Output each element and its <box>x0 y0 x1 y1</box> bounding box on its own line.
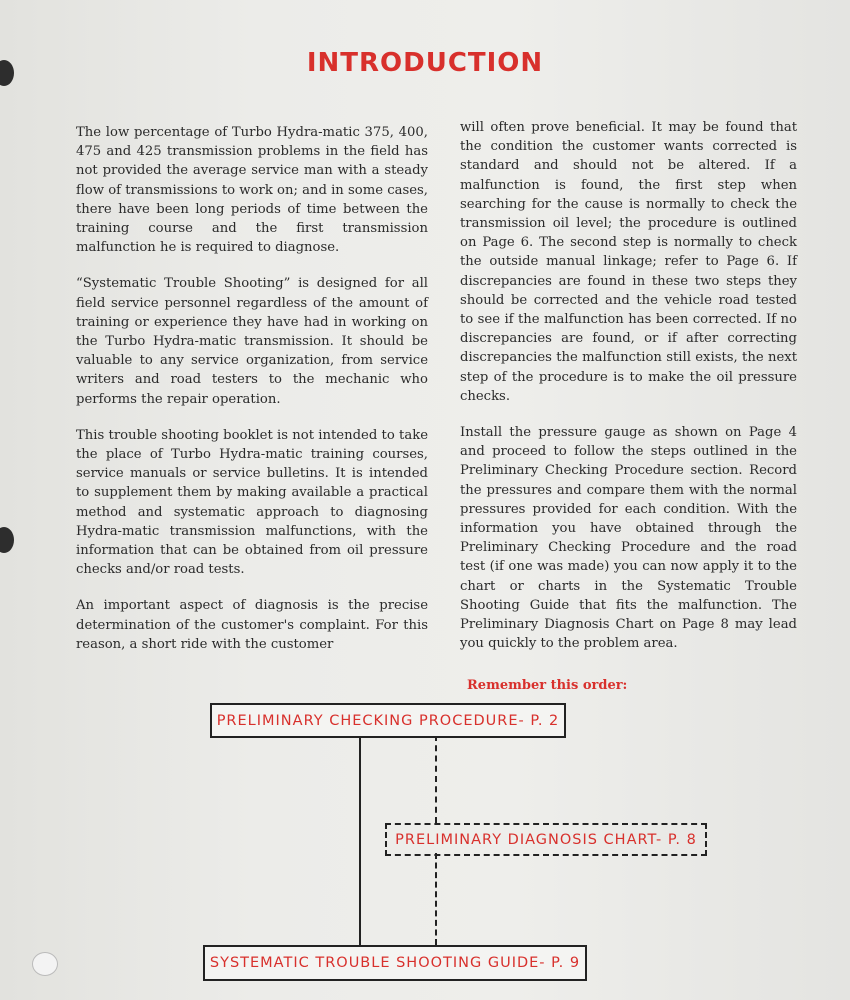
flow-step-systematic-guide <box>203 945 587 981</box>
page-title: INTRODUCTION <box>306 48 544 78</box>
flow-step-label: PRELIMINARY DIAGNOSIS CHART- P. 8 <box>395 831 697 848</box>
dashed-connector-upper <box>435 735 437 823</box>
paragraph: An important aspect of diagnosis is the precise determination of the customer's complaint. For this reason, a short ride with the customer <box>76 598 428 652</box>
flow-step-label: PRELIMINARY CHECKING PROCEDURE- P. 2 <box>216 712 560 729</box>
paragraph: “Systematic Trouble Shooting” is designed for all field service personnel regardless of the amount of training or experience they have had in working on the Turbo Hydra-matic transmission. It should be valuable to any service organization, from service writers and road testers to the mechanic who performs the repair operation. <box>76 276 428 407</box>
remember-label: Remember this order: <box>467 678 628 693</box>
binder-hole-middle <box>0 527 14 553</box>
left-column <box>76 123 428 671</box>
flow-step-preliminary-diagnosis <box>385 823 707 856</box>
dashed-connector-lower <box>435 853 437 945</box>
binder-hole-bottom <box>32 952 58 976</box>
flow-step-preliminary-checking <box>210 703 566 738</box>
flow-step-label: SYSTEMATIC TROUBLE SHOOTING GUIDE- P. 9 <box>209 955 581 971</box>
right-column <box>460 118 797 670</box>
paragraph: Install the pressure gauge as shown on Page 4 and proceed to follow the steps outlined in the Preliminary Checking Procedure section. Record the pressures and compare them with the normal pressures provided for each condition. With the information you have obtained through the Preliminary Checking Procedure and the road test (if one was made) you can now apply it to the chart or charts in the Systematic Trouble Shooting Guide that fits the malfunction. The Preliminary Diagnosis Chart on Page 8 may lead you quickly to the problem area. <box>460 425 797 652</box>
paragraph: The low percentage of Turbo Hydra-matic 375, 400, 475 and 425 transmission problems in the field has not provided the average service man with a steady flow of transmissions to work on; and in some cases, there have been long periods of time between the training course and the first transmission malfunction he is required to diagnose. <box>76 125 428 256</box>
paragraph: This trouble shooting booklet is not intended to take the place of Turbo Hydra-matic training courses, service manuals or service bulletins. It is intended to supplement them by making available a practical method and systematic approach to diagnosing Hydra-matic transmission malfunctions, with the information that can be obtained from oil pressure checks and/or road tests. <box>76 427 428 578</box>
paragraph: will often prove beneficial. It may be found that the condition the customer wants corrected is standard and should not be altered. If a malfunction is found, the first step when searching for the cause is normally to check the transmission oil level; the procedure is outlined on Page 6. The second step is normally to check the outside manual linkage; refer to Page 6. If discrepancies are found in these two steps they should be corrected and the vehicle road tested to see if the malfunction has been corrected. If no discrepancies are found, or if after correcting discrepancies the malfunction still exists, the next step of the procedure is to make the oil pressure checks. <box>460 120 797 404</box>
solid-connector <box>359 735 361 945</box>
